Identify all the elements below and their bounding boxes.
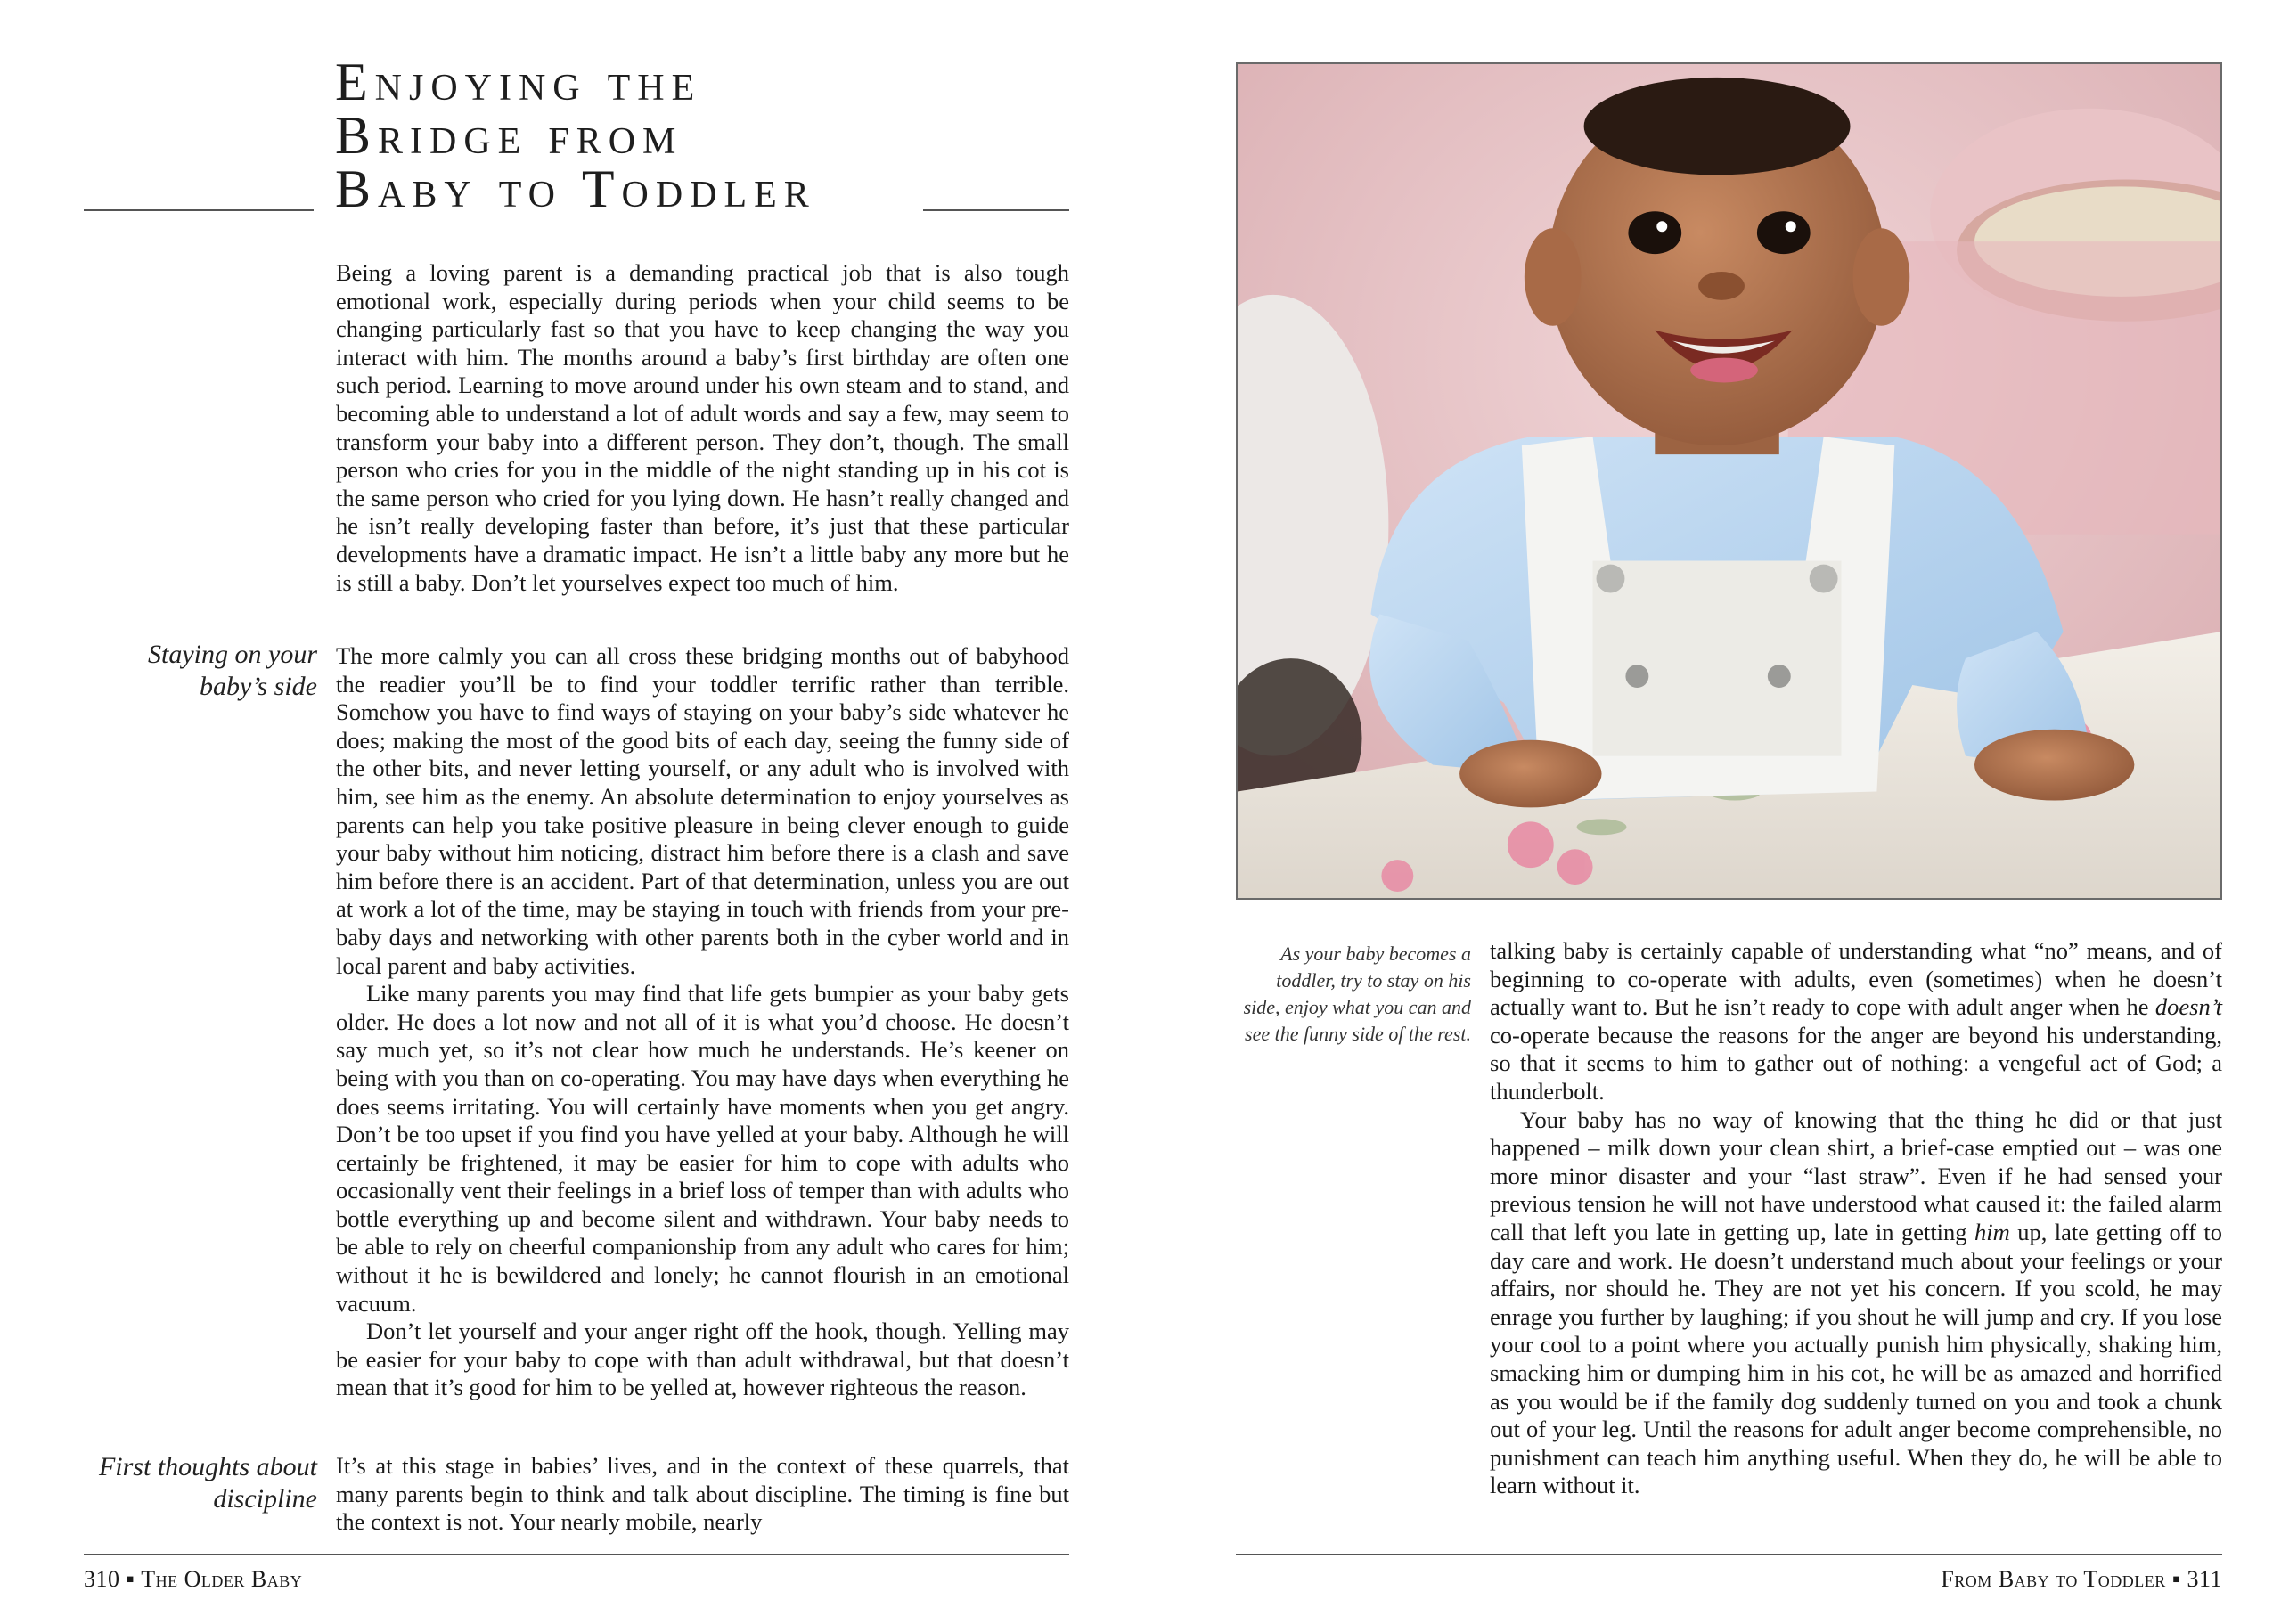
page-number-left: 310 [84,1566,120,1592]
right-p2-after: up, late getting off to day care and work. He doesn’t understand much about your feelings or your affairs, nor should he. They are not yet his concern. If you scold, he may enrage you further by laughing; if you shout he will jump and cry. If you lose your cool to a point where you actually punish him physically, shaking him, smacking him or dumping him in his cot, he will be as amazed and horrified as you would be if the family dog suddenly turned on you and took a chunk out of your leg. Until the reasons for adult anger become comprehensible, no punishment can teach him anything useful. When they do, he will be able to learn without it. [1490,1218,2222,1499]
folio-right [1941,1566,2222,1593]
baby-photo [1236,62,2222,900]
right-text-column [1490,937,2222,1500]
baby-photo-illustration [1238,64,2220,898]
folio-separator-right: ▪ [2171,1566,2181,1592]
folio-left [84,1566,302,1593]
title-rule-right [923,209,1069,211]
running-head-right: From Baby to Toddler [1941,1566,2166,1592]
section1-paragraph-2: Like many parents you may find that life gets bumpier as your baby gets older. He does a lot now and not all of it is what you’d choose. He doesn’t say much yet, so it’s not clear how much he understands. He’s keener on being with you than on co-operating. You may have days when everything he does seems irritating. You will certainly have moments when you get angry. Don’t be too upset if you find you have yelled at your baby. Although he will certainly be frightened, it may be easier for him to cope with adults who occasionally vent their feelings in a brief loss of temper than with adults who bottle everything up and become silent and withdrawn. Your baby needs to be able to rely on cheerful companionship from any adult who cares for him; without it he is bewildered and lonely; he cannot flourish in an emotional vacuum. [336,980,1069,1317]
margin-heading-staying: Staying on your baby’s side [148,640,317,701]
running-head-left: The Older Baby [141,1566,303,1592]
margin-heading-discipline: First thoughts about discipline [98,1452,317,1514]
title-line-1: Enjoying the [335,53,702,111]
right-paragraph-1 [1490,937,2222,1106]
right-p1-emphasis: doesn’t [2154,993,2222,1021]
footer-rule-left [84,1554,1069,1555]
right-p1-before: talking baby is certainly capable of understanding what “no” means, and of beginning to co-operate with adults, even (sometimes) when he doesn’t actually want to. But he isn’t ready to cope with adult anger when he [1490,937,2222,1021]
right-p1-after: co-operate because the reasons for the anger are beyond his understanding, so that it seems to him to gather out of nothing: a vengeful act of God; a thunderbolt. [1490,1021,2222,1105]
intro-paragraph: Being a loving parent is a demanding practical job that is also tough emotional work, especially during periods when your child seems to be changing particularly fast so that you have to keep changing the way you interact with him. The months around a baby’s first birthday are often one such period. Learning to move around under his own steam and to stand, and becoming able to understand a lot of adult words and say a few, may seem to transform your baby into a different person. They don’t, though. The small person who cries for you in the middle of the night standing up in his cot is the same person who cried for you lying down. He hasn’t really changed and he isn’t really developing faster than before, it’s just that these particular developments have a dramatic impact. He isn’t a little baby any more but he is still a baby. Don’t let yourselves expect too much of him. [336,259,1069,596]
chapter-title [335,55,1048,216]
right-p2-before: Your baby has no way of knowing that the thing he did or that just happened – milk down your clean shirt, a brief-case emptied out – was one more minor disaster and your “last straw”. Even if he had sensed your previous tension he will not have understood what caused it: the failed alarm call that left you late in getting up, late in getting [1490,1106,2222,1245]
folio-separator-left: ▪ [126,1566,135,1592]
title-rule-left [84,209,314,211]
right-paragraph-2 [1490,1106,2222,1500]
title-line-3: Baby to Toddler [335,159,816,218]
photo-caption: As your baby becomes a toddler, try to stay on his side, enjoy what you can and see the funny side of the rest. [1243,943,1471,1045]
section-staying [336,642,1069,1402]
footer-rule-right [1236,1554,2222,1555]
title-line-2: Bridge from [335,106,683,165]
page-number-right: 311 [2187,1566,2222,1592]
intro-block [336,259,1069,597]
section2-paragraph-1: It’s at this stage in babies’ lives, and in the context of these quarrels, that many parents begin to think and talk about discipline. The timing is fine but the context is not. Your nearly mobile, nearly [336,1452,1069,1536]
section1-paragraph-1: The more calmly you can all cross these bridging months out of babyhood the readier you’ll be to find your toddler terrific rather than terrible. Somehow you have to find ways of staying on your baby’s side whatever he does; making the most of the good bits of each day, seeing the funny side of the other bits, and never letting yourself, or any adult who is involved with him, see him as the enemy. An absolute determination to enjoy yourselves as parents can help you take positive pleasure in being clever enough to guide your baby without him noticing, distract him before there is a clash and save him before there is an accident. Part of that determination, unless you are out at work a lot of the time, may be staying in touch with friends from your pre-baby days and networking with other parents both in the cyber world and in local parent and baby activities. [336,642,1069,979]
section1-paragraph-3: Don’t let yourself and your anger right off the hook, though. Yelling may be easier for your baby to cope with than adult withdrawal, but that doesn’t mean that it’s good for him to be yelled at, however righteous the reason. [336,1318,1069,1401]
right-p2-emphasis: him [1974,1218,2010,1245]
section-discipline [336,1452,1069,1537]
